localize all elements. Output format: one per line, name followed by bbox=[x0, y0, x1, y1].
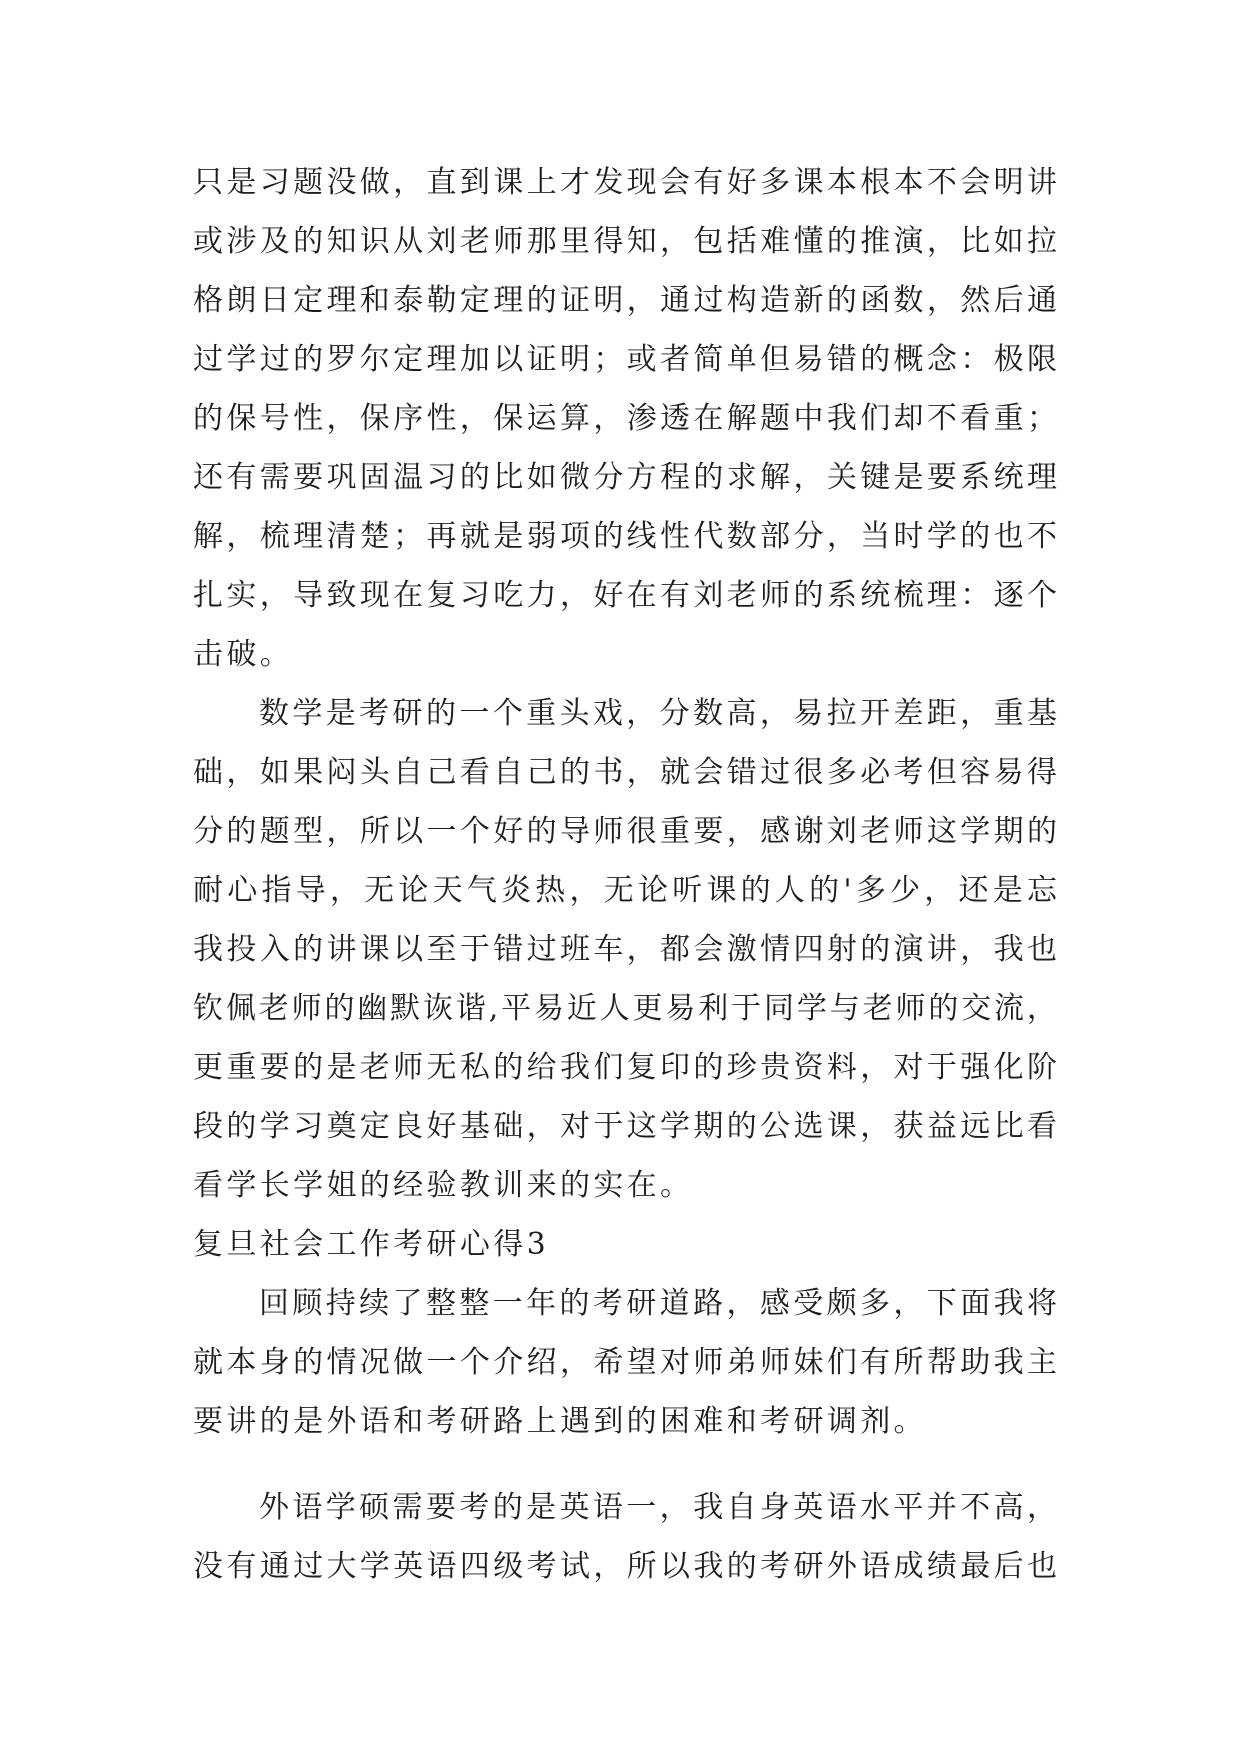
text-line: 回顾持续了整整一年的考研道路，感受颇多，下面我将 bbox=[259, 1286, 1061, 1321]
body-text bbox=[193, 153, 1062, 1596]
text-line: 钦佩老师的幽默诙谐,平易近人更易利于同学与老师的交流， bbox=[193, 991, 1060, 1026]
paragraph bbox=[193, 153, 1061, 684]
text-line: 或涉及的知识从刘老师那里得知，包括难懂的推演，比如拉 bbox=[193, 224, 1061, 259]
text-line: 更重要的是老师无私的给我们复印的珍贵资料，对于强化阶 bbox=[193, 1050, 1061, 1085]
paragraph bbox=[193, 1478, 1061, 1596]
paragraph bbox=[193, 1274, 1061, 1451]
text-line: 段的学习奠定良好基础，对于这学期的公选课，获益远比看 bbox=[193, 1109, 1061, 1144]
paragraph bbox=[193, 684, 1062, 1215]
text-line: 格朗日定理和泰勒定理的证明，通过构造新的函数，然后通 bbox=[193, 283, 1061, 318]
section-heading: 复旦社会工作考研心得3 bbox=[193, 1227, 550, 1262]
text-line: 只是习题没做，直到课上才发现会有好多课本根本不会明讲 bbox=[193, 165, 1061, 200]
text-line: 扎实，导致现在复习吃力，好在有刘老师的系统梳理：逐个 bbox=[193, 578, 1061, 613]
text-line: 我投入的讲课以至于错过班车，都会激情四射的演讲，我也 bbox=[193, 932, 1061, 967]
text-line: 的保号性，保序性，保运算，渗透在解题中我们却不看重； bbox=[193, 401, 1061, 436]
text-line: 数学是考研的一个重头戏，分数高，易拉开差距，重基 bbox=[259, 696, 1061, 731]
text-line: 耐心指导，无论天气炎热，无论听课的人的'多少，还是忘 bbox=[193, 873, 1062, 908]
text-line: 础，如果闷头自己看自己的书，就会错过很多必考但容易得 bbox=[193, 755, 1061, 790]
text-line: 分的题型，所以一个好的导师很重要，感谢刘老师这学期的 bbox=[193, 814, 1061, 849]
text-line: 要讲的是外语和考研路上遇到的困难和考研调剂。 bbox=[193, 1404, 927, 1439]
text-line: 击破。 bbox=[193, 637, 294, 672]
text-line: 还有需要巩固温习的比如微分方程的求解，关键是要系统理 bbox=[193, 460, 1061, 495]
text-line: 看学长学姐的经验教训来的实在。 bbox=[193, 1168, 694, 1203]
text-line: 外语学硕需要考的是英语一，我自身英语水平并不高， bbox=[259, 1490, 1061, 1525]
text-line: 没有通过大学英语四级考试，所以我的考研外语成绩最后也 bbox=[193, 1549, 1061, 1584]
text-line: 过学过的罗尔定理加以证明；或者简单但易错的概念：极限 bbox=[193, 342, 1061, 377]
text-line: 解，梳理清楚；再就是弱项的线性代数部分，当时学的也不 bbox=[193, 519, 1061, 554]
text-line: 就本身的情况做一个介绍，希望对师弟师妹们有所帮助我主 bbox=[193, 1345, 1061, 1380]
